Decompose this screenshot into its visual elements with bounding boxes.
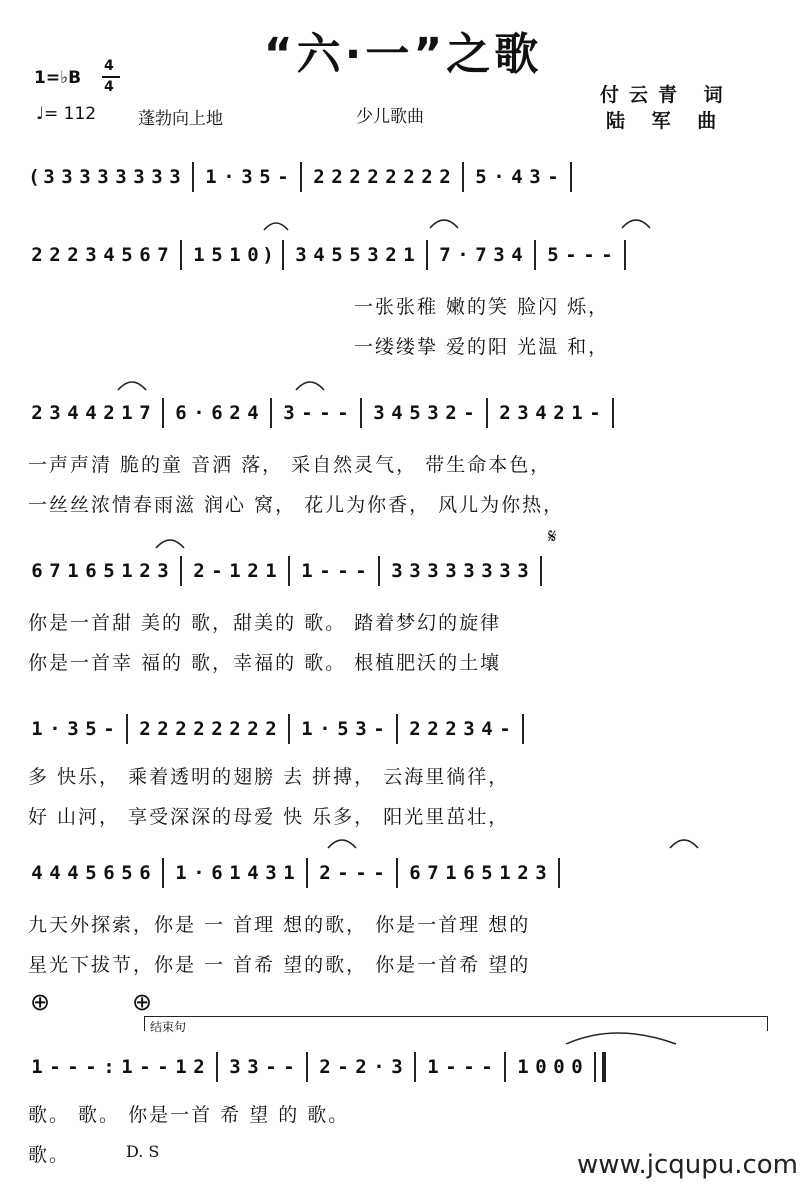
note: ·: [49, 718, 61, 740]
lyric-line-5b: 好 山河， 享受深深的母爱 快 乐多， 阳光里茁壮，: [28, 806, 510, 828]
note: 4: [313, 244, 325, 266]
lyric-line-3a: 一声声清 脆的童 音洒 落， 采自然灵气， 带生命本色，: [28, 454, 552, 476]
note: 6: [211, 862, 223, 884]
lyric-line-7b-start: 歌。: [28, 1144, 71, 1166]
note: 5: [259, 166, 271, 188]
note: ·: [193, 862, 205, 884]
note: 2: [517, 862, 529, 884]
lyric-line-2a: 一张张稚 嫩的笑 脸闪 烁，: [354, 296, 610, 318]
barline: [426, 240, 428, 270]
note: 4: [535, 402, 547, 424]
note: 2: [229, 402, 241, 424]
lyric-line-5a: 多 快乐， 乘着透明的翅膀 去 拼搏， 云海里徜徉，: [28, 766, 510, 788]
note: 2: [319, 862, 331, 884]
note: 3: [157, 560, 169, 582]
barline: [522, 714, 524, 744]
barline: [162, 858, 164, 888]
note: 6: [139, 244, 151, 266]
note: 2: [247, 560, 259, 582]
paren: ): [262, 244, 274, 266]
note: 3: [295, 244, 307, 266]
note: 6: [463, 862, 475, 884]
note: -: [355, 560, 367, 582]
coda-icon-right: ⊕: [132, 988, 153, 1016]
slur-7: [328, 840, 356, 848]
note: 3: [229, 1056, 241, 1078]
note: 1: [265, 560, 277, 582]
note: 2: [67, 244, 79, 266]
note: 0: [535, 1056, 547, 1078]
note: 4: [103, 244, 115, 266]
note: -: [211, 560, 223, 582]
barline: [288, 556, 290, 586]
barline: [504, 1052, 506, 1082]
barline: [192, 162, 194, 192]
composer-credit: 陆 军 曲: [606, 110, 727, 132]
note: 3: [79, 166, 91, 188]
note: 3: [247, 1056, 259, 1078]
note: 0: [247, 244, 259, 266]
note: 4: [247, 402, 259, 424]
note: 6: [211, 402, 223, 424]
note: -: [499, 718, 511, 740]
note: 2: [319, 1056, 331, 1078]
note: 3: [283, 402, 295, 424]
note: 2: [385, 166, 397, 188]
note: -: [373, 718, 385, 740]
note: 2: [175, 718, 187, 740]
barline: [162, 398, 164, 428]
note: -: [583, 244, 595, 266]
note: 2: [193, 718, 205, 740]
note: 5: [121, 244, 133, 266]
note: 2: [139, 560, 151, 582]
mood-mark: 蓬勃向上地: [138, 109, 223, 129]
note: -: [157, 1056, 169, 1078]
note: 3: [499, 560, 511, 582]
note: -: [589, 402, 601, 424]
note: 1: [205, 166, 217, 188]
note: 1: [31, 1056, 43, 1078]
note: 2: [355, 1056, 367, 1078]
note: 3: [535, 862, 547, 884]
note: 6: [409, 862, 421, 884]
note: 3: [463, 718, 475, 740]
barline: [414, 1052, 416, 1082]
note: 2: [193, 560, 205, 582]
barline: [126, 714, 128, 744]
note: 3: [445, 560, 457, 582]
barline: [570, 162, 572, 192]
note: -: [319, 402, 331, 424]
note: 7: [439, 244, 451, 266]
note: 4: [481, 718, 493, 740]
barline: [462, 162, 464, 192]
note: 6: [103, 862, 115, 884]
note: 5: [475, 166, 487, 188]
note: 3: [67, 718, 79, 740]
note: 5: [337, 718, 349, 740]
note: 1: [175, 862, 187, 884]
note: 4: [67, 862, 79, 884]
tempo-mark: ♩= 112: [36, 104, 97, 124]
barline: [306, 1052, 308, 1082]
lyric-line-6a: 九天外探索，你是 一 首理 想的歌， 你是一首理 想的: [28, 914, 531, 936]
note: 2: [385, 244, 397, 266]
barline: [534, 240, 536, 270]
note: 5: [85, 718, 97, 740]
barline: [558, 858, 560, 888]
lyric-line-3b: 一丝丝浓情春雨滋 润心 窝， 花儿为你香， 风儿为你热，: [28, 494, 565, 516]
note: 3: [373, 402, 385, 424]
note: 2: [403, 166, 415, 188]
note: -: [481, 1056, 493, 1078]
note: 1: [229, 244, 241, 266]
note: -: [49, 1056, 61, 1078]
note: 3: [391, 560, 403, 582]
note: 3: [169, 166, 181, 188]
note: 2: [553, 402, 565, 424]
note: 3: [481, 560, 493, 582]
note: 2: [247, 718, 259, 740]
note: 1: [301, 560, 313, 582]
note: 1: [229, 560, 241, 582]
note: -: [565, 244, 577, 266]
score-row-1: [28, 162, 778, 192]
slur-9: [566, 1033, 676, 1044]
note: -: [103, 718, 115, 740]
barline: [396, 858, 398, 888]
note: -: [463, 1056, 475, 1078]
time-signature-top: 4: [104, 58, 114, 74]
final-barline: [594, 1052, 606, 1082]
note: 3: [43, 166, 55, 188]
note: 3: [427, 560, 439, 582]
note: 2: [211, 718, 223, 740]
slur-1: [264, 223, 288, 230]
note: 1: [67, 560, 79, 582]
note: 5: [103, 560, 115, 582]
slur-6: [156, 540, 184, 548]
note: 4: [511, 244, 523, 266]
note: -: [337, 402, 349, 424]
note: 2: [31, 402, 43, 424]
note: 3: [49, 402, 61, 424]
song-title: “六·一”之歌: [263, 29, 543, 80]
note: 2: [367, 166, 379, 188]
note: ·: [457, 244, 469, 266]
barline: [396, 714, 398, 744]
note: 3: [97, 166, 109, 188]
score-row-4: [28, 556, 778, 586]
genre-label: 少儿歌曲: [356, 107, 424, 127]
note: -: [85, 1056, 97, 1078]
lyricist-credit: 付云青 词: [600, 84, 733, 106]
note: 3: [61, 166, 73, 188]
note: 3: [355, 718, 367, 740]
note: -: [337, 862, 349, 884]
note: 2: [139, 718, 151, 740]
note: 1: [121, 560, 133, 582]
ending-bracket: [144, 1016, 768, 1031]
note: 2: [445, 718, 457, 740]
note: :: [103, 1056, 115, 1078]
note: 2: [349, 166, 361, 188]
slur-2: [430, 220, 458, 228]
barline: [216, 1052, 218, 1082]
note: 2: [193, 1056, 205, 1078]
note: 2: [265, 718, 277, 740]
barline: [378, 556, 380, 586]
note: 3: [85, 244, 97, 266]
note: 3: [115, 166, 127, 188]
lyric-line-4b: 你是一首幸 福的 歌，幸福的 歌。 根植肥沃的土壤: [28, 652, 502, 674]
note: 1: [445, 862, 457, 884]
note: 1: [499, 862, 511, 884]
note: -: [67, 1056, 79, 1078]
note: 2: [499, 402, 511, 424]
note: -: [337, 560, 349, 582]
note: 5: [121, 862, 133, 884]
note: 2: [157, 718, 169, 740]
note: 3: [517, 560, 529, 582]
note: -: [283, 1056, 295, 1078]
note: 3: [529, 166, 541, 188]
note: 3: [133, 166, 145, 188]
barline: [360, 398, 362, 428]
barline: [612, 398, 614, 428]
lyric-line-6b: 星光下拔节，你是 一 首希 望的歌， 你是一首希 望的: [28, 954, 531, 976]
note: 6: [85, 560, 97, 582]
note: 7: [475, 244, 487, 266]
score-row-2: [28, 240, 778, 270]
note: ·: [373, 1056, 385, 1078]
note: ·: [223, 166, 235, 188]
note: 5: [211, 244, 223, 266]
score-row-7: [28, 1052, 778, 1082]
note: 2: [313, 166, 325, 188]
note: 1: [121, 402, 133, 424]
note: 6: [139, 862, 151, 884]
barline: [300, 162, 302, 192]
note: ·: [193, 402, 205, 424]
note: 2: [445, 402, 457, 424]
barline: [486, 398, 488, 428]
note: 3: [391, 1056, 403, 1078]
barline: [180, 556, 182, 586]
note: 4: [49, 862, 61, 884]
note: 2: [229, 718, 241, 740]
note: 1: [427, 1056, 439, 1078]
note: 3: [151, 166, 163, 188]
note: 2: [421, 166, 433, 188]
note: 1: [175, 1056, 187, 1078]
note: 2: [439, 166, 451, 188]
barline: [288, 714, 290, 744]
note: 5: [85, 862, 97, 884]
note: 4: [247, 862, 259, 884]
note: 5: [409, 402, 421, 424]
note: 1: [571, 402, 583, 424]
note: 7: [157, 244, 169, 266]
note: ·: [493, 166, 505, 188]
note: 1: [301, 718, 313, 740]
note: 5: [481, 862, 493, 884]
note: 3: [517, 402, 529, 424]
slur-4: [118, 382, 146, 390]
note: 3: [241, 166, 253, 188]
lyric-line-7a: 歌。 歌。 你是一首 希 望 的 歌。: [28, 1104, 350, 1126]
note: 3: [463, 560, 475, 582]
barline: [180, 240, 182, 270]
coda-icon-left: ⊕: [30, 988, 51, 1016]
note: 4: [85, 402, 97, 424]
slur-3: [622, 220, 650, 228]
barline: [540, 556, 542, 586]
barline: [306, 858, 308, 888]
note: -: [601, 244, 613, 266]
note: -: [547, 166, 559, 188]
score-row-5: [28, 714, 778, 744]
note: 0: [571, 1056, 583, 1078]
note: 7: [139, 402, 151, 424]
note: 3: [265, 862, 277, 884]
time-signature-line: [102, 76, 120, 78]
note: 3: [493, 244, 505, 266]
note: -: [277, 166, 289, 188]
note: 3: [427, 402, 439, 424]
note: 2: [49, 244, 61, 266]
slur-5: [296, 382, 324, 390]
note: 6: [175, 402, 187, 424]
note: -: [445, 1056, 457, 1078]
note: 5: [331, 244, 343, 266]
note: 4: [31, 862, 43, 884]
note: -: [265, 1056, 277, 1078]
note: 4: [391, 402, 403, 424]
note: 5: [349, 244, 361, 266]
segno-icon: 𝄋: [548, 524, 557, 548]
score-row-3: [28, 398, 778, 428]
note: -: [337, 1056, 349, 1078]
slur-8: [670, 840, 698, 848]
note: 4: [67, 402, 79, 424]
note: 2: [331, 166, 343, 188]
note: 3: [367, 244, 379, 266]
note: 4: [511, 166, 523, 188]
ending-label: 结束句: [150, 1020, 187, 1034]
note: -: [373, 862, 385, 884]
key-signature: 1=♭B: [34, 68, 82, 88]
barline: [624, 240, 626, 270]
note: -: [301, 402, 313, 424]
note: 2: [409, 718, 421, 740]
score-row-6: [28, 858, 778, 888]
note: -: [463, 402, 475, 424]
note: 1: [193, 244, 205, 266]
note: 6: [31, 560, 43, 582]
site-watermark: www.jcqupu.com: [577, 1150, 798, 1180]
time-signature-bottom: 4: [104, 79, 114, 95]
note: 0: [553, 1056, 565, 1078]
note: 2: [31, 244, 43, 266]
note: 1: [31, 718, 43, 740]
note: 1: [517, 1056, 529, 1078]
note: 1: [229, 862, 241, 884]
note: -: [319, 560, 331, 582]
note: 5: [547, 244, 559, 266]
lyric-line-2b: 一缕缕挚 爱的阳 光温 和，: [354, 336, 610, 358]
dal-segno-mark: D. S: [126, 1142, 160, 1161]
note: 1: [121, 1056, 133, 1078]
note: 7: [49, 560, 61, 582]
note: 3: [409, 560, 421, 582]
note: 1: [283, 862, 295, 884]
note: 2: [103, 402, 115, 424]
note: 7: [427, 862, 439, 884]
note: -: [355, 862, 367, 884]
paren: (: [28, 166, 40, 188]
note: -: [139, 1056, 151, 1078]
note: ·: [319, 718, 331, 740]
barline: [282, 240, 284, 270]
lyric-line-4a: 你是一首甜 美的 歌，甜美的 歌。 踏着梦幻的旋律: [28, 612, 502, 634]
note: 1: [403, 244, 415, 266]
note: 2: [427, 718, 439, 740]
barline: [270, 398, 272, 428]
